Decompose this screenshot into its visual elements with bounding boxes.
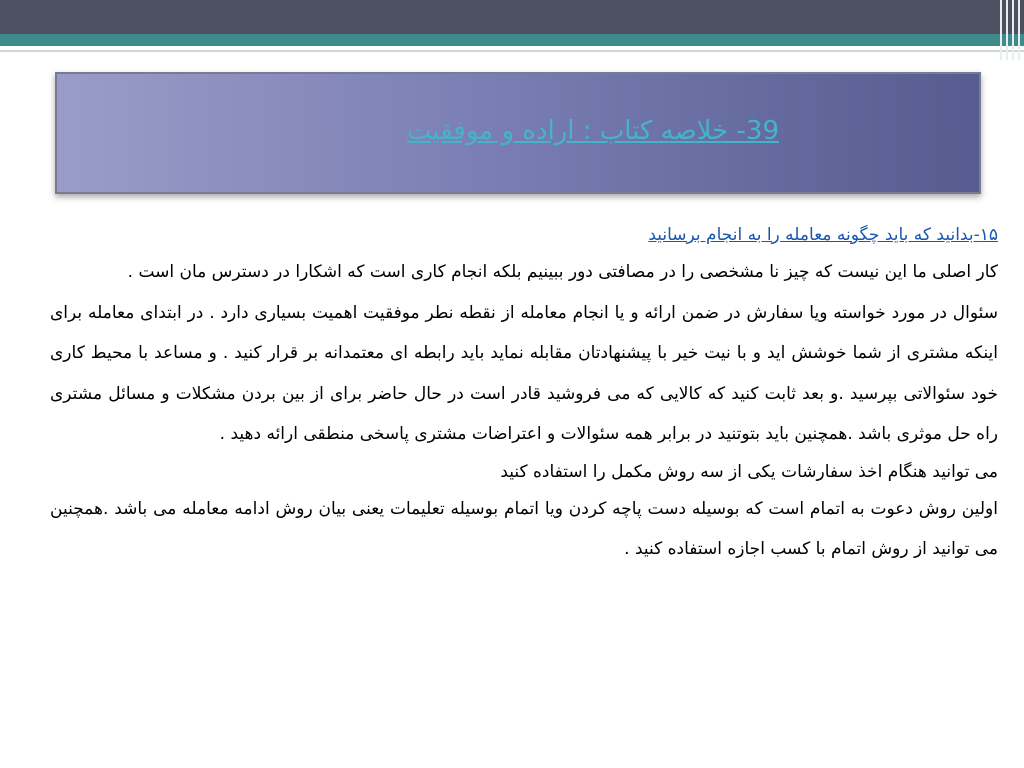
- divider-line: [0, 50, 1024, 52]
- paragraph-4: اولین روش دعوت به اتمام است که بوسیله دست پاچه کردن ویا اتمام بوسیله تعلیمات یعنی بیان روش ادامه معامله می باشد .همچنین می توانید از روش اتمام با کسب اجازه استفاده کنید .: [50, 498, 998, 559]
- top-header-band: [0, 0, 1024, 34]
- decorative-stripes: [994, 0, 1024, 60]
- slide-body: [50, 218, 998, 570]
- paragraph-1: کار اصلی ما این نیست که چیز نا مشخصی را در مصافتی دور ببینیم بلکه انجام کاری است که اشکارا در دسترس مان است .: [127, 262, 998, 282]
- paragraph-2: سئوال در مورد خواسته ویا سفارش در ضمن ارائه و یا انجام معامله از نقطه نطر موفقیت اهمیت بسیاری دارد . در ابتدای معامله برای اینکه مشتری از شما خوشش اید و با نیت خیر با پیشنهادتان مقابله نماید باید رابطه ای معتمدانه بر قرار کنید . و مساعد با محیط کاری خود سئوالاتی بپرسید .و بعد ثابت کنید که کالایی که می فروشید قادر است در حال حاضر برای از بین بردن مشکلات و مسائل مشتری راه حل موثری باشد .همچنین باید بتوتنید در برابر همه سئوالات و اعتراضات مشتری پاسخی منطقی ارائه دهید .: [50, 302, 998, 444]
- teal-accent-bar: [0, 34, 1024, 46]
- section-heading-link[interactable]: ۱۵-بدانید که باید چگونه معامله را به انجام برسانید: [648, 225, 998, 245]
- title-banner: [55, 72, 981, 194]
- slide-title[interactable]: 39- خلاصه کتاب : اراده و موفقیت: [406, 116, 779, 146]
- paragraph-3: می توانید هنگام اخذ سفارشات یکی از سه روش مکمل را استفاده کنید: [500, 461, 998, 482]
